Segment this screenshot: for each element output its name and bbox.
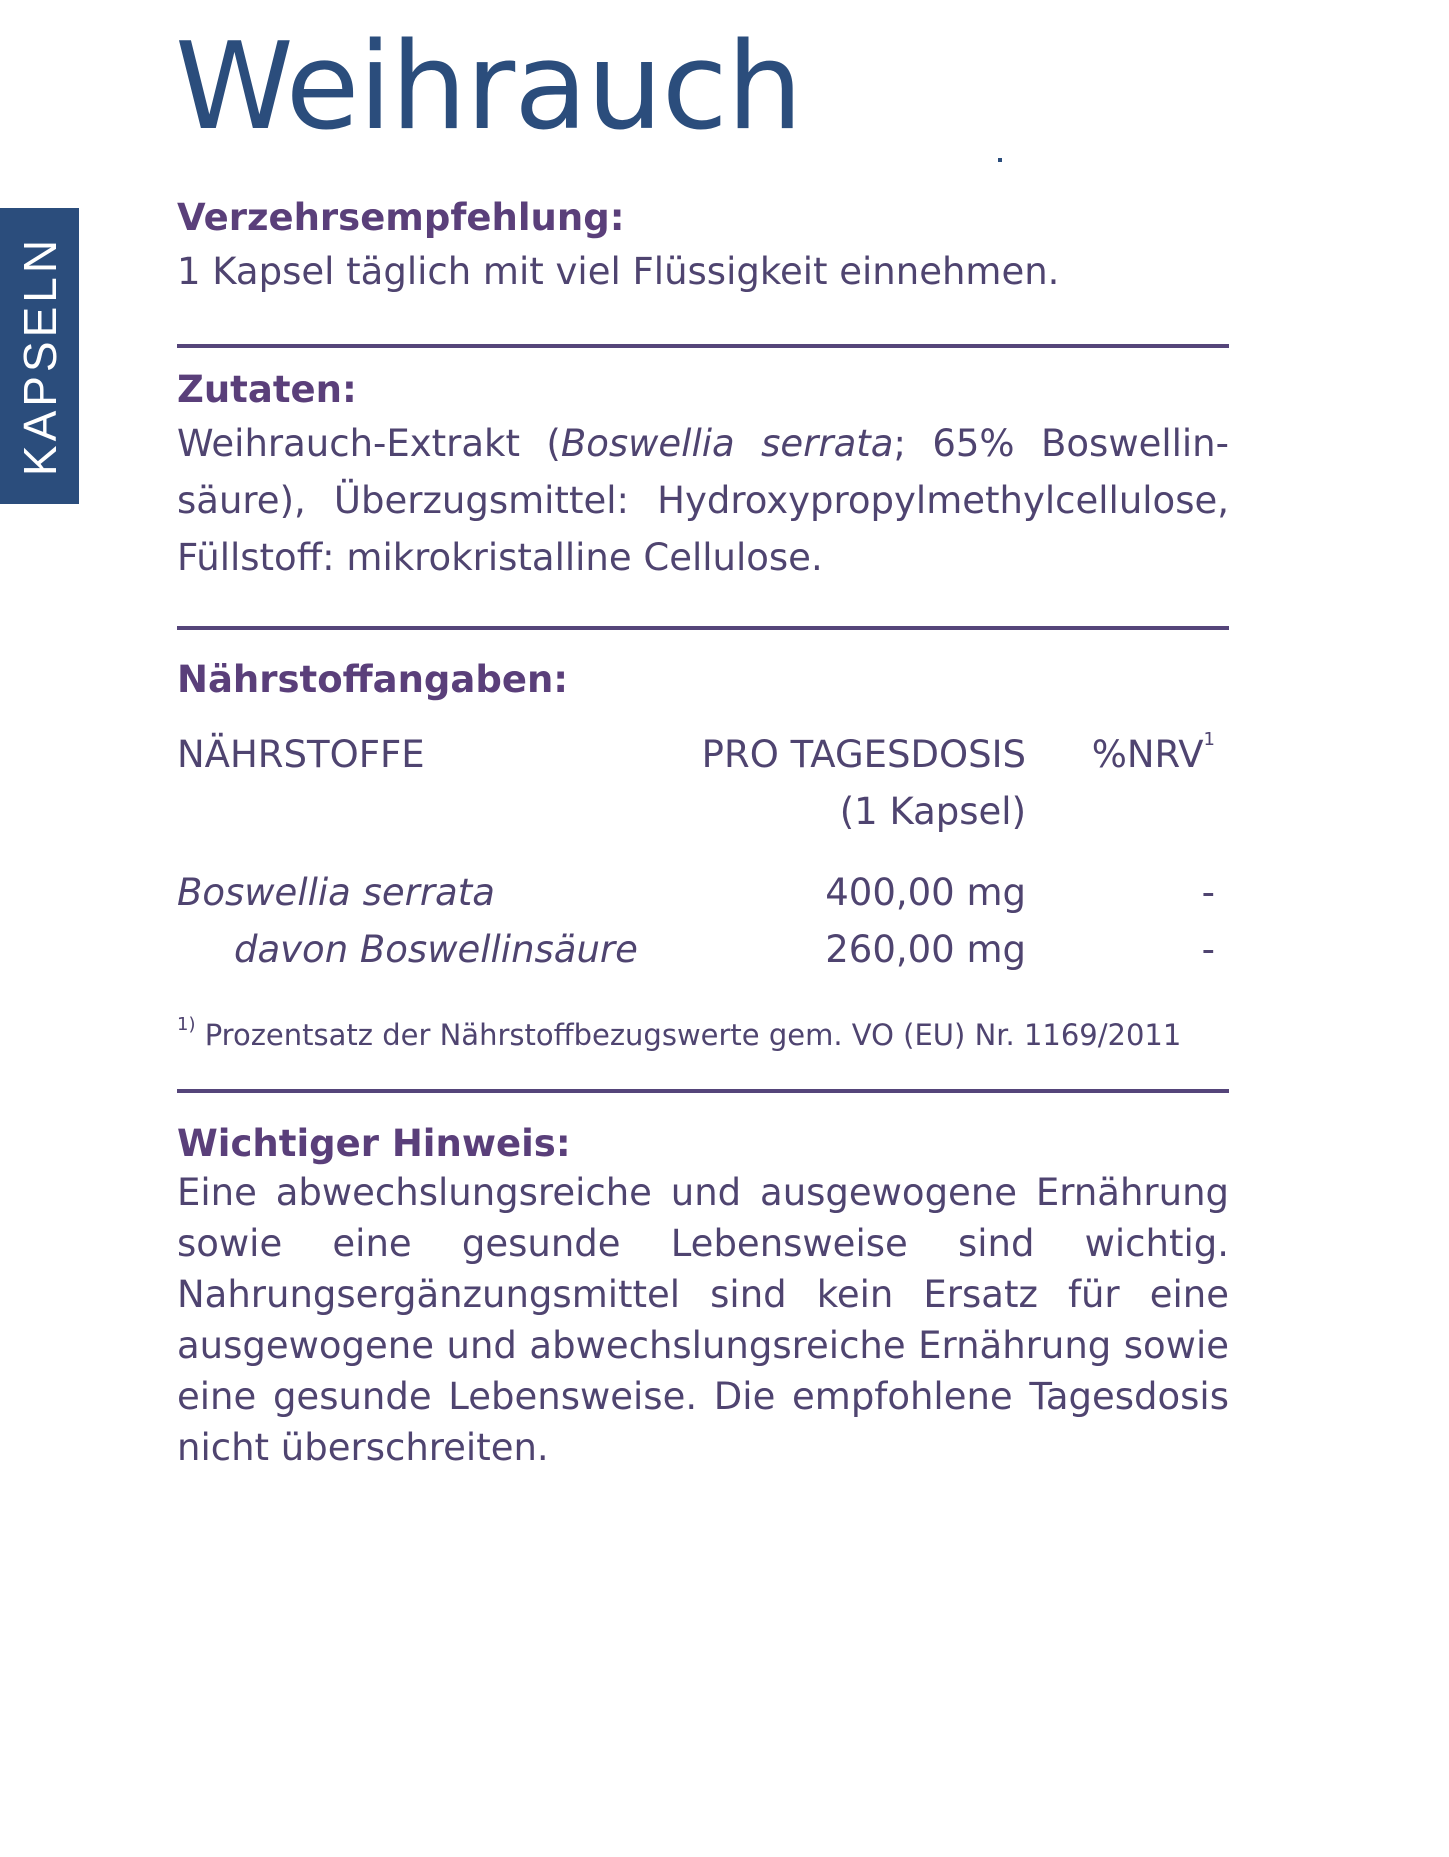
nutrient-nrv: - — [1201, 928, 1215, 971]
verzehr-text: 1 Kapsel täglich mit viel Flüssigkeit einnehmen. — [177, 250, 1060, 293]
col-header-amount: PRO TAGESDOSIS — [701, 733, 1026, 776]
table-row — [177, 928, 1229, 985]
nutrient-amount: 260,00 mg — [825, 928, 1026, 971]
footnote — [177, 1014, 1182, 1052]
section-hinweis — [177, 1122, 1229, 1473]
naehrstoffe-heading: Nährstoffangaben: — [177, 658, 569, 701]
col-header-nrv-text: %NRV — [1091, 733, 1204, 776]
col-header-nrv — [1091, 729, 1215, 776]
divider — [177, 344, 1229, 348]
side-tab — [0, 208, 79, 504]
table-header-row — [177, 729, 1229, 790]
nutrient-name: davon Boswellinsäure — [234, 928, 638, 971]
zutaten-text-end: ; 65% Boswellinsäure), Überzugsmittel: Hydroxypropylmethylcellulose, Füllstoff: mikrokristalline Cellulose. — [177, 422, 1229, 579]
page-title: Weihrauch — [175, 18, 802, 157]
hinweis-heading: Wichtiger Hinweis: — [177, 1122, 571, 1165]
col-header-nrv-sup: 1 — [1203, 729, 1215, 750]
verzehr-heading: Verzehrsempfehlung: — [177, 196, 625, 239]
zutaten-text-italic: Boswellia serrata — [560, 422, 894, 465]
nutrient-amount: 400,00 mg — [825, 871, 1026, 914]
nutrient-nrv: - — [1201, 871, 1215, 914]
footnote-marker: 1) — [177, 1014, 196, 1035]
table-row — [177, 871, 1229, 928]
zutaten-heading: Zutaten: — [177, 368, 357, 411]
table-header-subrow — [177, 790, 1229, 847]
divider — [177, 1089, 1229, 1093]
section-verzehr — [177, 196, 1229, 300]
divider — [177, 626, 1229, 630]
section-naehrstoffe — [177, 658, 1229, 701]
zutaten-text-start: Weihrauch-Extrakt ( — [177, 422, 561, 465]
nutrient-name: Boswellia serrata — [177, 871, 495, 914]
zutaten-text — [177, 415, 1229, 586]
footnote-text: Prozentsatz der Nährstoffbezugswerte gem. VO (EU) Nr. 1169/2011 — [204, 1018, 1182, 1052]
decorative-dot — [998, 158, 1002, 162]
hinweis-text: Eine abwechslungsreiche und ausgewogene Ernährung sowie eine gesunde Lebensweise sind wichtig. Nahrungsergänzungsmittel sind kein Ersatz für eine ausgewogene und abwechslungsreiche Ernährung sowie eine gesunde Lebensweise. Die empfohlene Tagesdosis nicht überschreiten. — [177, 1171, 1229, 1469]
side-tab-label: KAPSELN — [13, 235, 66, 477]
col-header-amount-sub: (1 Kapsel) — [839, 790, 1026, 833]
col-header-name: NÄHRSTOFFE — [177, 733, 425, 776]
section-zutaten — [177, 368, 1229, 586]
